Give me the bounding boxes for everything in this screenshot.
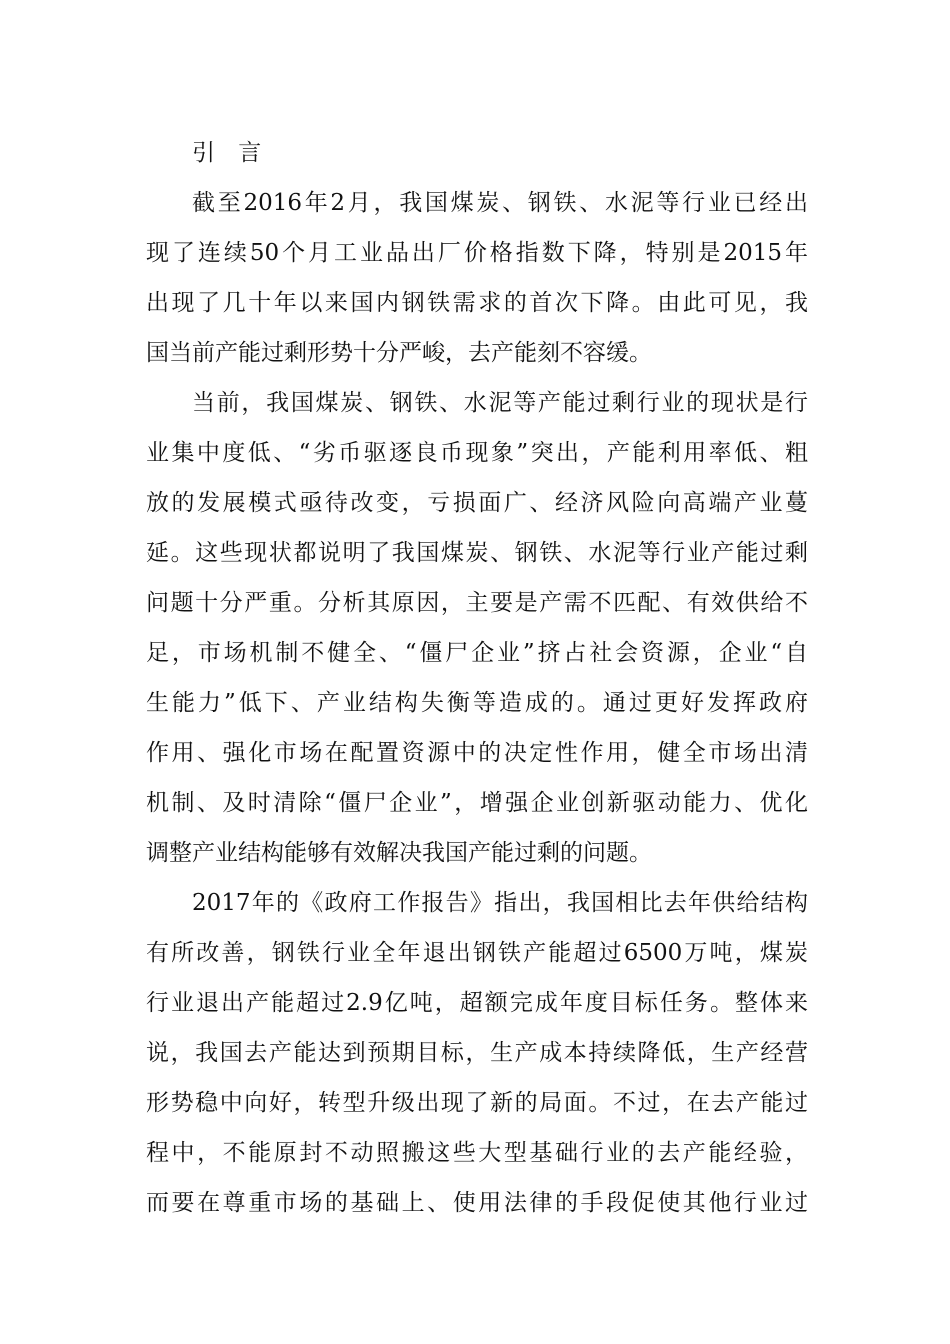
paragraph-line: 机制、及时清除“僵尸企业”，增强企业创新驱动能力、优化 (146, 790, 808, 816)
paragraph-line: 延。这些现状都说明了我国煤炭、钢铁、水泥等行业产能过剩 (146, 540, 808, 566)
paragraph-line: 出现了几十年以来国内钢铁需求的首次下降。由此可见，我 (146, 290, 808, 316)
paragraph-line: 作用、强化市场在配置资源中的决定性作用，健全市场出清 (146, 740, 808, 766)
paragraph-line: 问题十分严重。分析其原因，主要是产需不匹配、有效供给不 (146, 590, 808, 616)
paragraph-line: 形势稳中向好，转型升级出现了新的局面。不过，在去产能过 (146, 1090, 808, 1116)
paragraph-line: 现了连续50个月工业品出厂价格指数下降，特别是2015年 (146, 240, 808, 266)
paragraph-line: 而要在尊重市场的基础上、使用法律的手段促使其他行业过 (146, 1190, 808, 1216)
section-heading: 引 言 (192, 140, 270, 166)
paragraph-line: 有所改善，钢铁行业全年退出钢铁产能超过6500万吨，煤炭 (146, 940, 808, 966)
paragraph-line: 说，我国去产能达到预期目标，生产成本持续降低，生产经营 (146, 1040, 808, 1066)
paragraph-3 (146, 878, 808, 1228)
paragraph-line: 生能力”低下、产业结构失衡等造成的。通过更好发挥政府 (146, 690, 808, 716)
paragraph-line: 调整产业结构能够有效解决我国产能过剩的问题。 (146, 840, 652, 866)
paragraph-line: 足，市场机制不健全、“僵尸企业”挤占社会资源，企业“自 (146, 640, 808, 666)
body-text (146, 128, 808, 1228)
paragraph-line: 程中，不能原封不动照搬这些大型基础行业的去产能经验， (146, 1140, 808, 1166)
paragraph-1 (146, 178, 808, 378)
paragraph-line: 国当前产能过剩形势十分严峻，去产能刻不容缓。 (146, 340, 652, 366)
paragraph-line: 业集中度低、“劣币驱逐良币现象”突出，产能利用率低、粗 (146, 440, 808, 466)
paragraph-line: 截至2016年2月，我国煤炭、钢铁、水泥等行业已经出 (192, 190, 808, 216)
paragraph-line: 2017年的《政府工作报告》指出，我国相比去年供给结构 (192, 890, 808, 916)
paragraph-line: 放的发展模式亟待改变，亏损面广、经济风险向高端产业蔓 (146, 490, 808, 516)
paragraph-line: 行业退出产能超过2.9亿吨，超额完成年度目标任务。整体来 (146, 990, 808, 1016)
paragraph-2 (146, 378, 808, 878)
paragraph-line: 当前，我国煤炭、钢铁、水泥等产能过剩行业的现状是行 (192, 390, 808, 416)
